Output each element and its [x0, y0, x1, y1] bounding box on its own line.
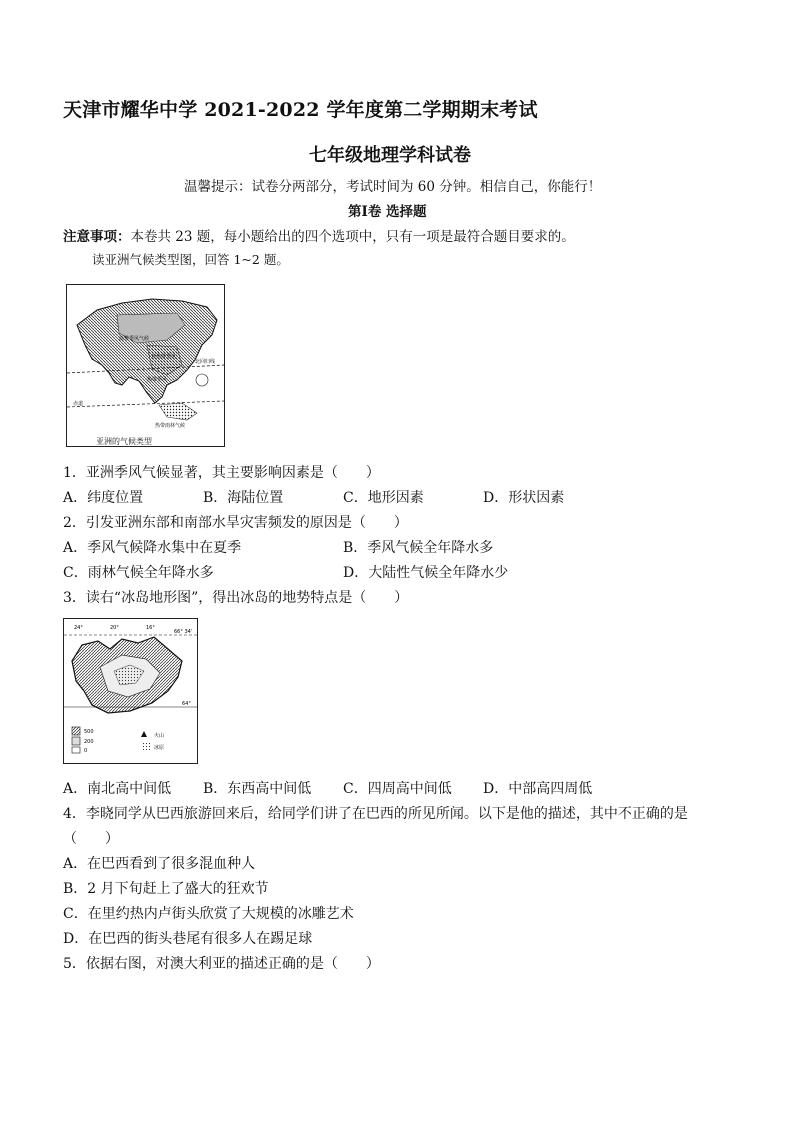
q3-option-c[interactable]: C．四周高中间低 — [343, 781, 452, 797]
asia-climate-map — [66, 284, 225, 447]
legend-glacier: 冰原 — [154, 745, 165, 751]
q1-option-a[interactable]: A．纬度位置 — [63, 490, 144, 506]
notice — [63, 225, 575, 245]
iceland-map-drawing — [64, 619, 197, 763]
glacier-icon — [142, 743, 150, 750]
map-label-temperate: 温带季风气候 — [119, 336, 150, 342]
lat-label-top: 66° 34' — [174, 629, 193, 635]
map-label-tropical: 热带季风 — [147, 377, 168, 383]
lon-label-24: 24° — [74, 625, 83, 631]
asia-map-drawing — [67, 285, 224, 446]
q4-stem-line1: 4．李晓同学从巴西旅游回来后，给同学们讲了在巴西的所见所闻。以下是他的描述，其中不正确的是 — [63, 806, 688, 822]
map-label-tropic: 北回归线 — [195, 359, 216, 365]
q4-option-b[interactable]: B．2 月下旬赶上了盛大的狂欢节 — [63, 881, 269, 897]
asia-map-caption: 亚洲的气候类型 — [96, 437, 152, 446]
q3-stem: 3．读右“冰岛地形图”，得出冰岛的地势特点是（ ） — [63, 590, 409, 606]
school-exam-title: 天津市耀华中学 2021-2022 学年度第二学期期末考试 — [63, 99, 538, 121]
intro-q1-2: 读亚洲气候类型图，回答 1~2 题。 — [92, 252, 289, 267]
q2-option-a[interactable]: A．季风气候降水集中在夏季 — [63, 540, 242, 556]
q3-option-a[interactable]: A．南北高中间低 — [63, 781, 172, 797]
q1-option-d[interactable]: D．形状因素 — [483, 490, 565, 506]
q4-option-a[interactable]: A．在巴西看到了很多混血种人 — [63, 856, 256, 872]
q4-stem-line2: （ ） — [63, 831, 119, 847]
paper-title: 七年级地理学科试卷 — [309, 145, 471, 166]
q2-option-d[interactable]: D．大陆性气候全年降水少 — [343, 565, 509, 581]
q2-option-b[interactable]: B．季风气候全年降水多 — [343, 540, 494, 556]
legend-200: 200 — [84, 739, 94, 745]
legend-volcano: 火山 — [154, 733, 165, 739]
q5-stem: 5．依据右图，对澳大利亚的描述正确的是（ ） — [63, 956, 380, 972]
notice-label: 注意事项： — [63, 229, 131, 245]
q3-option-d[interactable]: D．中部高四周低 — [483, 781, 593, 797]
q4-option-c[interactable]: C．在里约热内卢街头欣赏了大规模的冰雕艺术 — [63, 906, 354, 922]
lat-label-bottom: 64° — [182, 701, 191, 707]
map-label-rainforest: 热带雨林气候 — [155, 423, 186, 429]
q3-option-b[interactable]: B．东西高中间低 — [203, 781, 312, 797]
q2-stem: 2．引发亚洲东部和南部水旱灾害频发的原因是（ ） — [63, 515, 408, 531]
q1-option-c[interactable]: C．地形因素 — [343, 490, 424, 506]
q2-option-c[interactable]: C．雨林气候全年降水多 — [63, 565, 214, 581]
map-label-equator: 赤道 — [73, 401, 84, 407]
legend-500: 500 — [84, 729, 94, 735]
q4-option-d[interactable]: D．在巴西的街头巷尾有很多人在踢足球 — [63, 931, 313, 947]
iceland-terrain-map — [63, 618, 198, 764]
q1-option-b[interactable]: B．海陆位置 — [203, 490, 284, 506]
lon-label-20: 20° — [110, 625, 119, 631]
legend-0: 0 — [84, 748, 88, 754]
q1-stem: 1．亚洲季风气候显著，其主要影响因素是（ ） — [63, 465, 380, 481]
lon-label-16: 16° — [146, 625, 155, 631]
map-label-subtropic: 亚热带季风 — [151, 354, 177, 360]
section-heading: 第Ⅰ卷 选择题 — [348, 204, 427, 220]
tip-text: 温馨提示：试卷分两部分，考试时间为 60 分钟。相信自己，你能行！ — [184, 179, 602, 195]
volcano-icon — [141, 731, 147, 737]
notice-text: 本卷共 23 题，每小题给出的四个选项中，只有一项是最符合题目要求的。 — [130, 229, 575, 245]
